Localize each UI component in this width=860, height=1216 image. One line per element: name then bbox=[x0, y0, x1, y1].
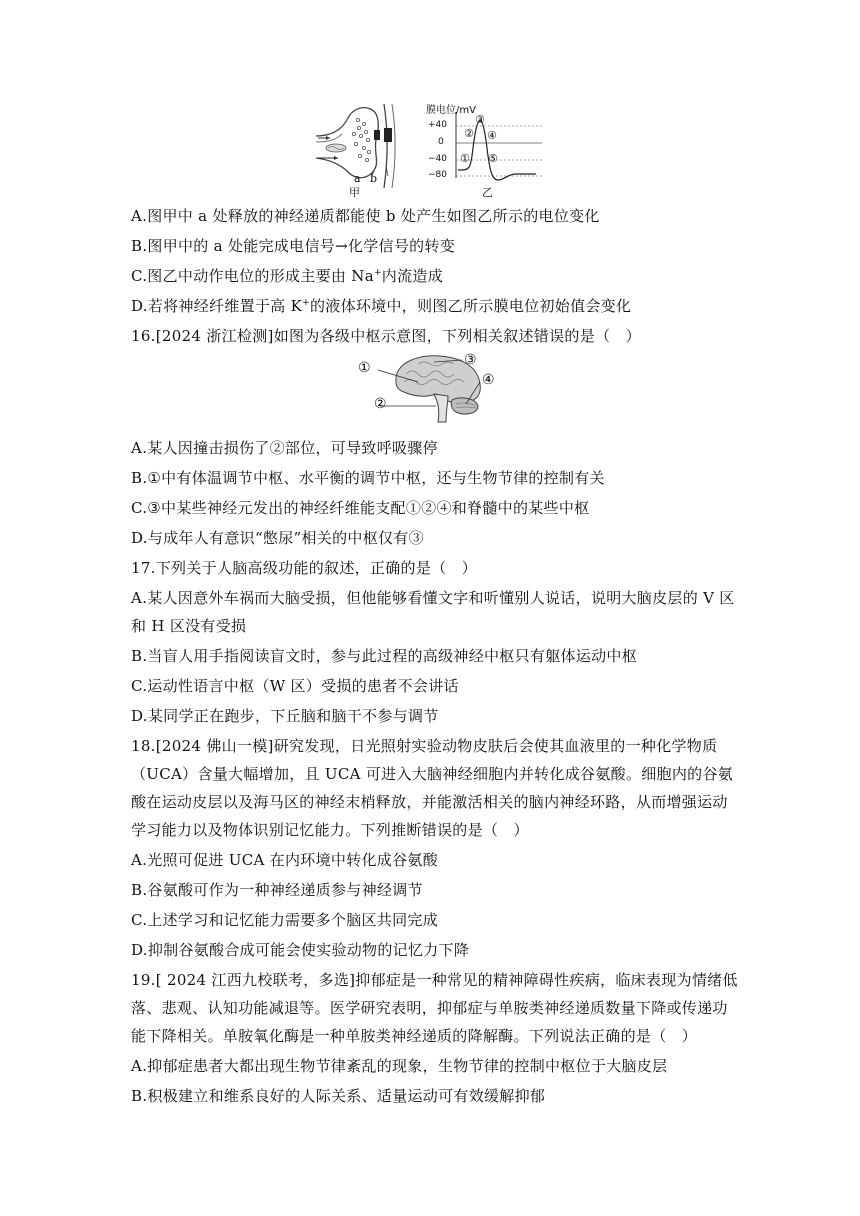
graph-ylabel: 膜电位/mV bbox=[426, 105, 476, 116]
q19-option-b: B.积极建立和维系良好的人际关系、适量运动可有效缓解抑郁 bbox=[131, 1087, 546, 1105]
q15-option-d-text: D.若将神经纤维置于高 K bbox=[131, 297, 303, 315]
q17-option-c: C.运动性语言中枢（W 区）受损的患者不会讲话 bbox=[131, 677, 459, 695]
q18-stem-line2: （UCA）含量大幅增加，且 UCA 可进入大脑神经细胞内并转化成谷氨酸。细胞内的谷氨 bbox=[131, 765, 734, 783]
q16-option-a: A.某人因撞击损伤了②部位，可导致呼吸骤停 bbox=[131, 439, 438, 457]
figure-brain bbox=[356, 352, 506, 424]
q18-option-a: A.光照可促进 UCA 在内环境中转化成谷氨酸 bbox=[131, 851, 438, 869]
brain-label-3: ③ bbox=[464, 352, 477, 368]
q15-option-d-text-end: 的液体环境中，则图乙所示膜电位初始值会变化 bbox=[309, 297, 632, 315]
brain-diagram bbox=[356, 352, 506, 424]
label-a: a bbox=[354, 172, 361, 185]
q18-stem-line3: 酸在运动皮层以及海马区的神经末梢释放，并能激活相关的脑内神经环路，从而增强运动 bbox=[131, 793, 728, 811]
brain-label-1: ① bbox=[358, 360, 371, 376]
q19-stem-line3: 能下降相关。单胺氧化酶是一种单胺类神经递质的降解酶。下列说法正确的是（ ） bbox=[131, 1027, 698, 1045]
label-b: b bbox=[370, 172, 378, 185]
q17-option-b: B.当盲人用手指阅读盲文时，参与此过程的高级神经中枢只有躯体运动中枢 bbox=[131, 647, 637, 665]
point-1: ① bbox=[460, 152, 470, 165]
q15-option-c-text-end: 内流造成 bbox=[381, 267, 443, 285]
superscript-plus: + bbox=[302, 298, 310, 308]
tick-0: 0 bbox=[438, 137, 444, 147]
q16-stem: 16.[2024 浙江检测]如图为各级中枢示意图，下列相关叙述错误的是（ ） bbox=[131, 327, 641, 345]
q17-stem: 17.下列关于人脑高级功能的叙述，正确的是（ ） bbox=[131, 559, 478, 577]
point-4: ④ bbox=[487, 129, 497, 142]
q19-option-a: A.抑郁症患者大都出现生物节律紊乱的现象，生物节律的控制中枢位于大脑皮层 bbox=[131, 1057, 668, 1075]
point-2: ② bbox=[464, 127, 474, 140]
q17-option-a-line2: 和 H 区没有受损 bbox=[131, 617, 247, 635]
q16-option-b: B.①中有体温调节中枢、水平衡的调节中枢，还与生物节律的控制有关 bbox=[131, 469, 605, 487]
q15-option-d bbox=[131, 296, 631, 316]
q19-stem-line1: 19.[ 2024 江西九校联考，多选]抑郁症是一种常见的精神障碍性疾病，临床表现为情绪低 bbox=[131, 971, 738, 989]
q18-stem-line4: 学习能力以及物体识别记忆能力。下列推断错误的是（ ） bbox=[131, 821, 529, 839]
q18-option-b: B.谷氨酸可作为一种神经递质参与神经调节 bbox=[131, 881, 423, 899]
q19-stem-line2: 落、悲观、认知功能减退等。医学研究表明，抑郁症与单胺类神经递质数量下降或传递功 bbox=[131, 999, 728, 1017]
point-3: ③ bbox=[475, 113, 485, 126]
synapse-diagram bbox=[314, 100, 414, 196]
brain-label-2: ② bbox=[374, 396, 387, 412]
tick-40: +40 bbox=[428, 120, 447, 130]
caption-yi: 乙 bbox=[482, 186, 493, 199]
figure-potential bbox=[424, 100, 550, 199]
q15-option-a: A.图甲中 a 处释放的神经递质都能使 b 处产生如图乙所示的电位变化 bbox=[131, 207, 600, 225]
caption-jia: 甲 bbox=[349, 186, 360, 199]
q18-option-d: D.抑制谷氨酸合成可能会使实验动物的记忆力下降 bbox=[131, 941, 470, 959]
tick-minus80: −80 bbox=[428, 170, 447, 180]
q15-option-c bbox=[131, 266, 443, 286]
q16-option-c: C.③中某些神经元发出的神经纤维能支配①②④和脊髓中的某些中枢 bbox=[131, 499, 590, 517]
superscript-plus: + bbox=[373, 268, 382, 278]
q17-option-a-line1: A.某人因意外车祸而大脑受损，但他能够看懂文字和听懂别人说话，说明大脑皮层的 V 区 bbox=[131, 589, 735, 607]
q15-option-b: B.图甲中的 a 处能完成电信号→化学信号的转变 bbox=[131, 237, 456, 255]
brain-label-4: ④ bbox=[482, 372, 495, 388]
q18-option-c: C.上述学习和记忆能力需要多个脑区共同完成 bbox=[131, 911, 439, 929]
q17-option-d: D.某同学正在跑步，下丘脑和脑干不参与调节 bbox=[131, 707, 439, 725]
point-5: ⑤ bbox=[488, 152, 498, 165]
q15-option-c-text: C.图乙中动作电位的形成主要由 Na bbox=[131, 267, 374, 285]
q16-option-d: D.与成年人有意识“憋尿”相关的中枢仅有③ bbox=[131, 529, 424, 547]
tick-minus40: −40 bbox=[428, 154, 447, 164]
q18-stem-line1: 18.[2024 佛山一模]研究发现，日光照射实验动物皮肤后会使其血液里的一种化学物质 bbox=[131, 737, 718, 755]
figure-synapse bbox=[314, 100, 414, 199]
